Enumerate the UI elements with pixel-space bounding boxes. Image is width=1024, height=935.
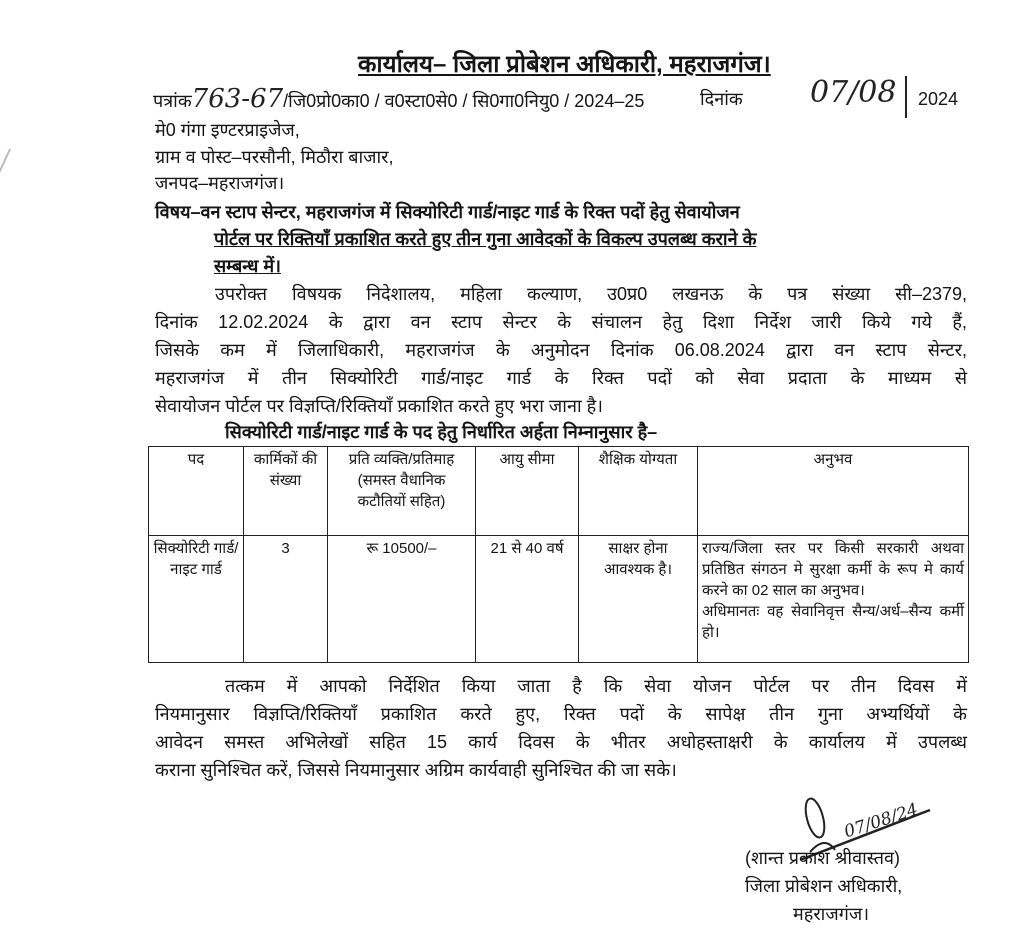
cell-salary: रू 10500/–	[328, 536, 476, 663]
office-title: कार्यालय– जिला प्रोबेशन अधिकारी, महराजगंज।	[358, 51, 771, 78]
page-edge-mark	[0, 148, 24, 191]
paragraph-line: महराजगंज में तीन सिक्योरिटी गार्ड/नाइट गार्ड के रिक्त पदों को सेवा प्रदाता के माध्यम से	[155, 368, 967, 388]
paragraph-line: आवेदन समस्त अभिलेखों सहित 15 कार्य दिवस के भीतर अधोहस्ताक्षरी के कार्यालय में उपलब्ध	[155, 732, 967, 752]
header-post: पद	[149, 447, 244, 536]
experience-note: अधिमानतः वह सेवानिवृत्त सैन्य/अर्ध–सैन्य कर्मी हो।	[702, 603, 964, 641]
addressee-line: जनपद–महराजगंज।	[155, 173, 285, 193]
date-label: दिनांक	[700, 89, 743, 109]
header-salary: प्रति व्यक्ति/प्रतिमाह (समस्त वैधानिक कटौतियों सहित)	[328, 447, 476, 536]
subject-line-1: विषय–वन स्टाप सेन्टर, महराजगंज में सिक्योरिटी गार्ड/नाइट गार्ड के रिक्त पदों हेतु सेवायोजन	[155, 202, 740, 222]
cell-education: साक्षर होना आवश्यक है।	[579, 536, 698, 663]
reference-line	[153, 86, 644, 114]
header-age: आयु सीमा	[476, 447, 579, 536]
signatory-name: (शान्त प्रकाश श्रीवास्तव)	[745, 848, 901, 868]
table-row	[149, 536, 969, 663]
experience-text: राज्य/जिला स्तर पर किसी सरकारी अथवा प्रतिष्ठित संगठन मे सुरक्षा कर्मी के रूप मे कार्य करने का 02 साल का अनुभव।	[702, 540, 964, 599]
subject-line-2: पोर्टल पर रिक्तियॉं प्रकाशित करते हुए तीन गुना आवेदकों के विकल्प उपलब्ध कराने के	[214, 229, 757, 249]
ref-label: पत्रांक	[153, 91, 192, 111]
paragraph-line: दिनांक 12.02.2024 के द्वारा वन स्टाप सेन्टर के संचालन हेतु दिशा निर्देश जारी किये गये हैं,	[155, 312, 967, 332]
date-stroke	[905, 76, 907, 118]
table-header-row	[149, 447, 969, 536]
subject-line-3: सम्बन्ध में।	[214, 256, 281, 276]
paragraph-line: सेवायोजन पोर्टल पर विज्ञप्ति/रिक्तियॉं प्रकाशित करते हुए भरा जाना है।	[155, 396, 603, 416]
cell-experience	[698, 536, 969, 663]
ref-handwritten: 763-67	[191, 84, 284, 114]
paragraph-line: नियमानुसार विज्ञप्ति/रिक्तियॉं प्रकाशित करते हुए, रिक्त पदों के सापेक्ष तीन गुना अभ्यर्थियों के	[155, 704, 967, 724]
addressee-line: मे0 गंगा इण्टरप्राइजेज,	[155, 120, 300, 140]
signatory-designation: जिला प्रोबेशन अधिकारी,	[745, 876, 903, 896]
header-experience: अनुभव	[698, 447, 969, 536]
paragraph-line: तत्कम में आपको निर्देशित किया जाता है कि सेवा योजन पोर्टल पर तीन दिवस में	[225, 676, 967, 696]
table-heading: सिक्योरिटी गार्ड/नाइट गार्ड के पद हेतु निर्धारित अर्हता निम्नानुसार है–	[225, 422, 658, 442]
paragraph-line: उपरोक्त विषयक निदेशालय, महिला कल्याण, उ0प्र0 लखनऊ के पत्र संख्या सी–2379,	[215, 284, 967, 304]
signature-date: 07/08/24	[841, 799, 921, 843]
addressee-line: ग्राम व पोस्ट–परसौनी, मिठौरा बाजार,	[155, 147, 394, 167]
paragraph-line: कराना सुनिश्चित करें, जिससे नियमानुसार अग्रिम कार्यवाही सुनिश्चित की जा सके।	[155, 760, 677, 780]
cell-count: 3	[244, 536, 328, 663]
signatory-place: महराजगंज।	[793, 904, 870, 924]
cell-post: सिक्योरिटी गार्ड/नाइट गार्ड	[149, 536, 244, 663]
date-year: 2024	[918, 89, 959, 109]
header-count: कार्मिकों की संख्या	[244, 447, 328, 536]
ref-number: /जि0प्रो0का0 / व0स्टा0से0 / सि0गा0नियु0 / 2024–25	[283, 91, 645, 111]
cell-age: 21 से 40 वर्ष	[476, 536, 579, 663]
header-education: शैक्षिक योग्यता	[579, 447, 698, 536]
paragraph-line: जिसके कम में जिलाधिकारी, महराजगंज के अनुमोदन दिनांक 06.08.2024 द्वारा वन स्टाप सेन्टर,	[155, 340, 967, 360]
qualification-table	[148, 446, 969, 663]
date-handwritten: 07/08	[810, 75, 897, 110]
